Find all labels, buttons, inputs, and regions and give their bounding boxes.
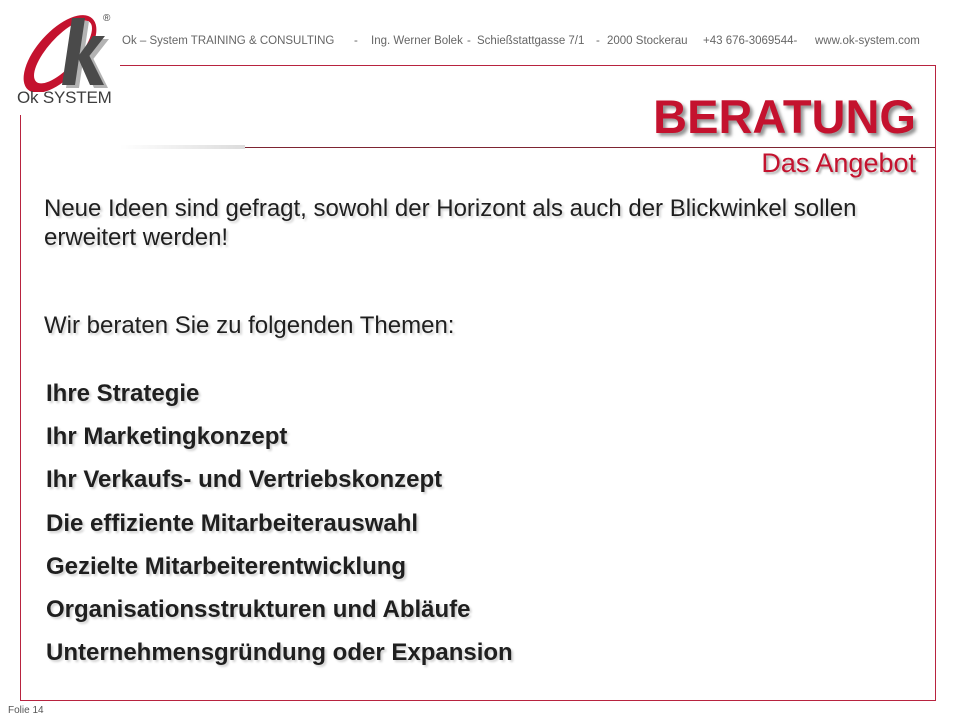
slide-frame-top [120,65,936,66]
slide-frame-bottom [20,700,936,701]
topics-list [46,372,513,674]
slide-number: Folie 14 [8,705,44,716]
slide-subtitle: Das Angebot [761,148,916,178]
topic-item: Organisationsstrukturen und Abläufe [46,595,471,623]
header-city: 2000 Stockerau [607,35,688,47]
title-rule-fade [120,145,245,149]
header-person: Ing. Werner Bolek [371,35,463,47]
ok-system-logo [12,10,124,113]
header-street: Schießstattgasse 7/1 [477,35,585,47]
topics-lead: Wir beraten Sie zu folgenden Themen: [44,312,455,339]
header-company: Ok – System TRAINING & CONSULTING [122,35,335,47]
intro-paragraph: Neue Ideen sind gefragt, sowohl der Horizont als auch der Blickwinkel sollen erweitert werden! [44,195,857,251]
logo-wordmark: Ok SYSTEM [17,88,112,107]
header-website: www.ok-system.com [815,35,920,47]
header-separator: - [596,35,600,47]
header-separator: - [467,35,471,47]
header-phone: +43 676-3069544- [703,35,798,47]
topic-item: Ihr Verkaufs- und Vertriebskonzept [46,466,443,494]
topic-item: Unternehmensgründung oder Expansion [46,639,513,667]
logo-registered-mark: ® [103,13,111,24]
slide-title: BERATUNG [653,90,916,143]
slide-frame-left [20,115,21,701]
topic-item: Ihre Strategie [46,380,200,407]
topic-item: Ihr Marketingkonzept [46,423,288,451]
slide-frame-right [935,65,936,701]
header-separator: - [354,35,358,47]
topic-item: Die effiziente Mitarbeiterauswahl [46,509,419,537]
topic-item: Gezielte Mitarbeiterentwicklung [46,552,407,580]
